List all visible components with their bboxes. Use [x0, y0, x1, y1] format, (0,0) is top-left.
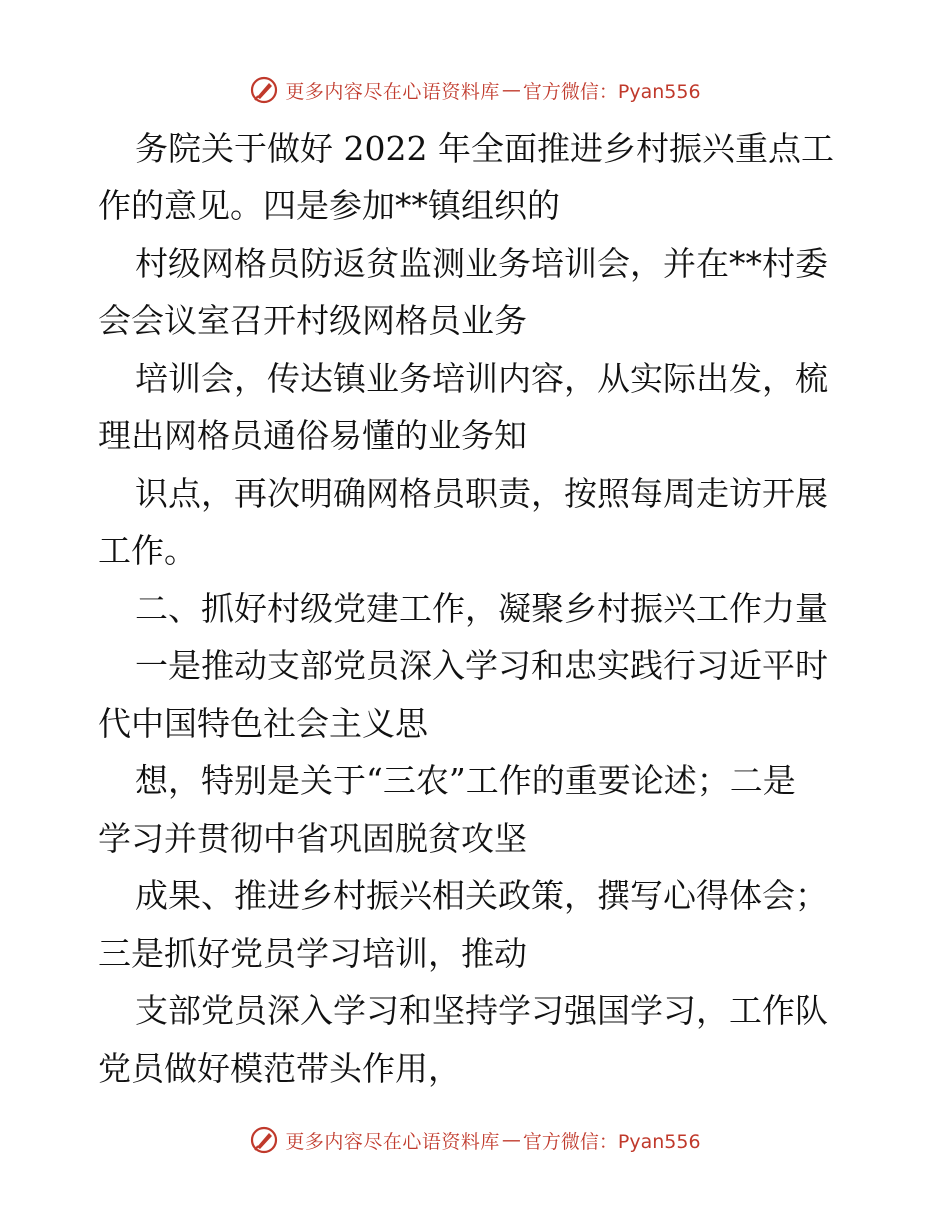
watermark-separator: —	[501, 79, 521, 101]
text-line: 会会议室召开村级网格员业务	[98, 301, 527, 340]
watermark-separator: —	[501, 1129, 521, 1151]
text-line: 理出网格员通俗易懂的业务知	[98, 416, 527, 455]
text-line: 想，特别是关于“三农”工作的重要论述；二是	[135, 761, 796, 800]
text-line: 工作。	[98, 531, 197, 570]
header-watermark	[0, 70, 950, 110]
text-line: 三是抓好党员学习培训，推动	[98, 934, 527, 973]
text-line: 作的意见。四是参加**镇组织的	[98, 186, 560, 225]
text-line: 学习并贯彻中省巩固脱贫攻坚	[98, 819, 527, 858]
text-line: 一是推动支部党员深入学习和忠实践行习近平时	[135, 646, 828, 685]
watermark-wechat: 官方微信：Pyan556	[522, 1130, 701, 1153]
watermark-text: 更多内容尽在心语资料库	[285, 1130, 500, 1153]
footer-watermark	[0, 1120, 950, 1160]
text-line: 务院关于做好 2022 年全面推进乡村振兴重点工	[135, 129, 834, 168]
text-line: 代中国特色社会主义思	[98, 704, 428, 743]
quill-pen-circle-icon	[249, 1125, 279, 1155]
text-line: 党员做好模范带头作用，	[98, 1049, 461, 1088]
text-line: 支部党员深入学习和坚持学习强国学习，工作队	[135, 991, 828, 1030]
text-line: 成果、推进乡村振兴相关政策，撰写心得体会；	[135, 876, 828, 915]
quill-pen-circle-icon	[249, 75, 279, 105]
section-heading: 二、抓好村级党建工作，凝聚乡村振兴工作力量	[135, 589, 828, 628]
text-line: 识点，再次明确网格员职责，按照每周走访开展	[135, 474, 828, 513]
watermark-wechat: 官方微信：Pyan556	[522, 80, 701, 103]
watermark-text: 更多内容尽在心语资料库	[285, 80, 500, 103]
text-line: 培训会，传达镇业务培训内容，从实际出发，梳	[135, 359, 828, 398]
text-line: 村级网格员防返贫监测业务培训会，并在**村委	[135, 244, 828, 283]
